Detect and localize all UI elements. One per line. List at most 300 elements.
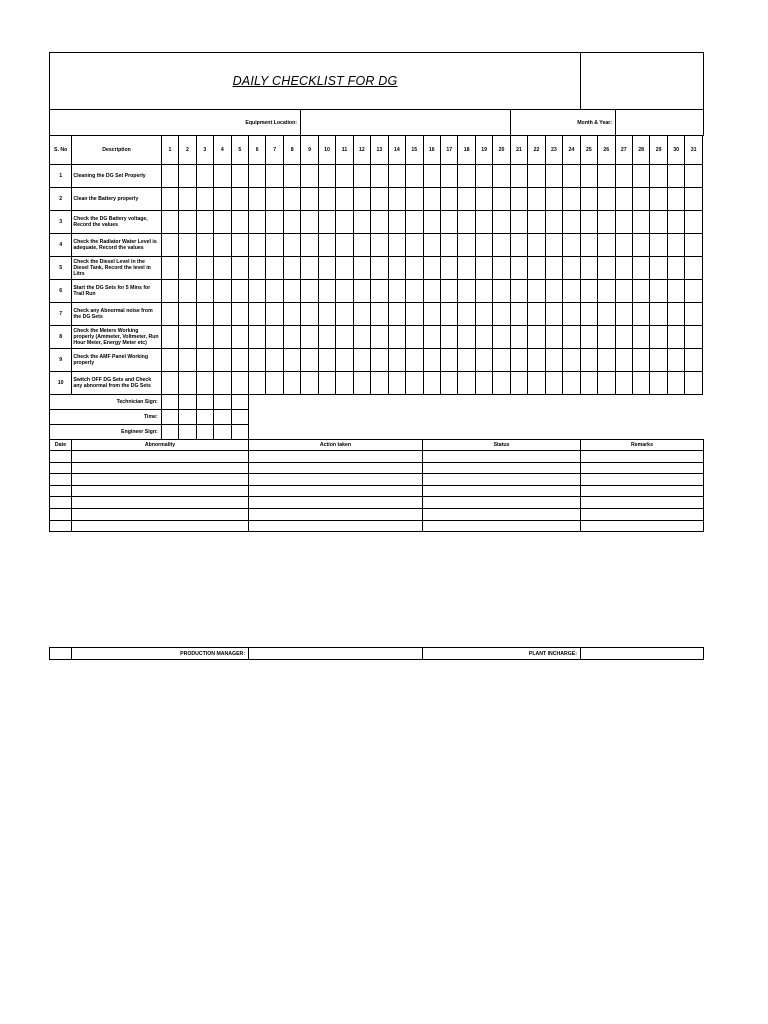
check-cell[interactable] <box>371 280 388 303</box>
check-cell[interactable] <box>301 372 318 395</box>
check-cell[interactable] <box>545 326 562 349</box>
check-cell[interactable] <box>685 211 703 234</box>
sign-cell[interactable] <box>179 395 196 410</box>
check-cell[interactable] <box>406 326 423 349</box>
check-cell[interactable] <box>528 234 545 257</box>
check-cell[interactable] <box>336 372 353 395</box>
check-cell[interactable] <box>580 280 597 303</box>
action-cell[interactable] <box>249 462 423 474</box>
check-cell[interactable] <box>650 257 667 280</box>
check-cell[interactable] <box>563 280 580 303</box>
remarks-cell[interactable] <box>581 451 704 463</box>
check-cell[interactable] <box>406 372 423 395</box>
check-cell[interactable] <box>353 349 370 372</box>
check-cell[interactable] <box>528 349 545 372</box>
check-cell[interactable] <box>510 165 527 188</box>
check-cell[interactable] <box>632 326 649 349</box>
check-cell[interactable] <box>440 372 457 395</box>
check-cell[interactable] <box>388 165 405 188</box>
check-cell[interactable] <box>615 211 632 234</box>
abnormality-cell[interactable] <box>72 485 249 497</box>
check-cell[interactable] <box>493 257 510 280</box>
check-cell[interactable] <box>283 234 300 257</box>
action-cell[interactable] <box>249 451 423 463</box>
check-cell[interactable] <box>580 372 597 395</box>
check-cell[interactable] <box>249 211 266 234</box>
check-cell[interactable] <box>301 211 318 234</box>
check-cell[interactable] <box>266 372 283 395</box>
check-cell[interactable] <box>440 211 457 234</box>
action-cell[interactable] <box>249 474 423 486</box>
check-cell[interactable] <box>283 326 300 349</box>
check-cell[interactable] <box>475 257 492 280</box>
check-cell[interactable] <box>440 326 457 349</box>
check-cell[interactable] <box>615 280 632 303</box>
sign-cell[interactable] <box>161 425 178 440</box>
check-cell[interactable] <box>423 372 440 395</box>
check-cell[interactable] <box>475 280 492 303</box>
check-cell[interactable] <box>371 349 388 372</box>
check-cell[interactable] <box>475 234 492 257</box>
check-cell[interactable] <box>318 188 335 211</box>
check-cell[interactable] <box>336 188 353 211</box>
check-cell[interactable] <box>179 211 196 234</box>
check-cell[interactable] <box>266 188 283 211</box>
check-cell[interactable] <box>301 326 318 349</box>
check-cell[interactable] <box>685 372 703 395</box>
check-cell[interactable] <box>510 303 527 326</box>
check-cell[interactable] <box>650 280 667 303</box>
check-cell[interactable] <box>214 234 231 257</box>
check-cell[interactable] <box>301 188 318 211</box>
check-cell[interactable] <box>493 165 510 188</box>
check-cell[interactable] <box>353 326 370 349</box>
check-cell[interactable] <box>283 372 300 395</box>
check-cell[interactable] <box>214 188 231 211</box>
check-cell[interactable] <box>353 280 370 303</box>
check-cell[interactable] <box>528 211 545 234</box>
check-cell[interactable] <box>423 188 440 211</box>
check-cell[interactable] <box>493 303 510 326</box>
check-cell[interactable] <box>214 280 231 303</box>
check-cell[interactable] <box>667 326 684 349</box>
check-cell[interactable] <box>318 257 335 280</box>
check-cell[interactable] <box>371 234 388 257</box>
check-cell[interactable] <box>458 326 475 349</box>
abnormality-cell[interactable] <box>72 520 249 532</box>
check-cell[interactable] <box>440 188 457 211</box>
check-cell[interactable] <box>458 165 475 188</box>
check-cell[interactable] <box>650 349 667 372</box>
sign-cell[interactable] <box>231 425 248 440</box>
check-cell[interactable] <box>632 188 649 211</box>
check-cell[interactable] <box>667 211 684 234</box>
check-cell[interactable] <box>598 234 615 257</box>
check-cell[interactable] <box>598 211 615 234</box>
check-cell[interactable] <box>650 211 667 234</box>
abnormality-cell[interactable] <box>72 474 249 486</box>
production-manager-field[interactable] <box>249 648 423 660</box>
check-cell[interactable] <box>685 257 703 280</box>
check-cell[interactable] <box>406 257 423 280</box>
check-cell[interactable] <box>615 188 632 211</box>
sign-cell[interactable] <box>196 425 213 440</box>
check-cell[interactable] <box>336 303 353 326</box>
check-cell[interactable] <box>161 188 178 211</box>
check-cell[interactable] <box>458 257 475 280</box>
check-cell[interactable] <box>440 257 457 280</box>
check-cell[interactable] <box>563 257 580 280</box>
check-cell[interactable] <box>685 280 703 303</box>
check-cell[interactable] <box>249 349 266 372</box>
check-cell[interactable] <box>650 234 667 257</box>
check-cell[interactable] <box>231 372 248 395</box>
check-cell[interactable] <box>580 188 597 211</box>
check-cell[interactable] <box>458 211 475 234</box>
check-cell[interactable] <box>318 303 335 326</box>
check-cell[interactable] <box>249 165 266 188</box>
status-cell[interactable] <box>423 462 581 474</box>
check-cell[interactable] <box>249 280 266 303</box>
check-cell[interactable] <box>493 234 510 257</box>
check-cell[interactable] <box>266 165 283 188</box>
check-cell[interactable] <box>179 349 196 372</box>
check-cell[interactable] <box>650 165 667 188</box>
check-cell[interactable] <box>545 234 562 257</box>
check-cell[interactable] <box>406 165 423 188</box>
sign-cell[interactable] <box>179 410 196 425</box>
check-cell[interactable] <box>336 257 353 280</box>
check-cell[interactable] <box>563 165 580 188</box>
check-cell[interactable] <box>231 211 248 234</box>
check-cell[interactable] <box>231 303 248 326</box>
check-cell[interactable] <box>196 326 213 349</box>
check-cell[interactable] <box>632 280 649 303</box>
check-cell[interactable] <box>528 257 545 280</box>
check-cell[interactable] <box>266 349 283 372</box>
check-cell[interactable] <box>283 303 300 326</box>
check-cell[interactable] <box>161 211 178 234</box>
check-cell[interactable] <box>598 372 615 395</box>
check-cell[interactable] <box>214 349 231 372</box>
check-cell[interactable] <box>667 303 684 326</box>
check-cell[interactable] <box>371 326 388 349</box>
check-cell[interactable] <box>615 165 632 188</box>
check-cell[interactable] <box>440 280 457 303</box>
check-cell[interactable] <box>615 234 632 257</box>
check-cell[interactable] <box>371 188 388 211</box>
check-cell[interactable] <box>685 188 703 211</box>
check-cell[interactable] <box>423 211 440 234</box>
abnormality-cell[interactable] <box>72 508 249 520</box>
check-cell[interactable] <box>598 165 615 188</box>
check-cell[interactable] <box>214 372 231 395</box>
check-cell[interactable] <box>510 234 527 257</box>
check-cell[interactable] <box>231 165 248 188</box>
check-cell[interactable] <box>301 280 318 303</box>
check-cell[interactable] <box>214 303 231 326</box>
check-cell[interactable] <box>440 234 457 257</box>
date-cell[interactable] <box>50 520 72 532</box>
check-cell[interactable] <box>667 234 684 257</box>
month-year-field[interactable] <box>616 110 704 136</box>
check-cell[interactable] <box>388 303 405 326</box>
check-cell[interactable] <box>406 280 423 303</box>
check-cell[interactable] <box>493 372 510 395</box>
check-cell[interactable] <box>406 188 423 211</box>
check-cell[interactable] <box>458 303 475 326</box>
check-cell[interactable] <box>423 165 440 188</box>
check-cell[interactable] <box>667 372 684 395</box>
check-cell[interactable] <box>458 234 475 257</box>
sign-cell[interactable] <box>214 425 231 440</box>
check-cell[interactable] <box>475 303 492 326</box>
check-cell[interactable] <box>179 280 196 303</box>
check-cell[interactable] <box>580 257 597 280</box>
check-cell[interactable] <box>179 234 196 257</box>
check-cell[interactable] <box>632 211 649 234</box>
check-cell[interactable] <box>528 188 545 211</box>
check-cell[interactable] <box>179 326 196 349</box>
check-cell[interactable] <box>161 257 178 280</box>
check-cell[interactable] <box>475 326 492 349</box>
check-cell[interactable] <box>632 234 649 257</box>
check-cell[interactable] <box>493 326 510 349</box>
check-cell[interactable] <box>563 326 580 349</box>
check-cell[interactable] <box>318 165 335 188</box>
abnormality-cell[interactable] <box>72 462 249 474</box>
check-cell[interactable] <box>318 234 335 257</box>
check-cell[interactable] <box>353 372 370 395</box>
check-cell[interactable] <box>510 326 527 349</box>
check-cell[interactable] <box>632 165 649 188</box>
check-cell[interactable] <box>615 303 632 326</box>
check-cell[interactable] <box>667 349 684 372</box>
check-cell[interactable] <box>545 257 562 280</box>
check-cell[interactable] <box>266 326 283 349</box>
sign-cell[interactable] <box>196 410 213 425</box>
check-cell[interactable] <box>196 257 213 280</box>
check-cell[interactable] <box>214 211 231 234</box>
check-cell[interactable] <box>318 372 335 395</box>
check-cell[interactable] <box>580 211 597 234</box>
check-cell[interactable] <box>475 188 492 211</box>
check-cell[interactable] <box>179 303 196 326</box>
sign-cell[interactable] <box>231 410 248 425</box>
check-cell[interactable] <box>440 165 457 188</box>
check-cell[interactable] <box>510 372 527 395</box>
check-cell[interactable] <box>214 326 231 349</box>
check-cell[interactable] <box>406 303 423 326</box>
check-cell[interactable] <box>231 326 248 349</box>
check-cell[interactable] <box>231 349 248 372</box>
status-cell[interactable] <box>423 497 581 509</box>
check-cell[interactable] <box>249 257 266 280</box>
check-cell[interactable] <box>423 280 440 303</box>
check-cell[interactable] <box>685 165 703 188</box>
date-cell[interactable] <box>50 485 72 497</box>
check-cell[interactable] <box>388 349 405 372</box>
check-cell[interactable] <box>580 165 597 188</box>
check-cell[interactable] <box>283 349 300 372</box>
check-cell[interactable] <box>475 349 492 372</box>
check-cell[interactable] <box>615 349 632 372</box>
check-cell[interactable] <box>580 326 597 349</box>
check-cell[interactable] <box>528 280 545 303</box>
check-cell[interactable] <box>563 188 580 211</box>
check-cell[interactable] <box>353 188 370 211</box>
check-cell[interactable] <box>440 303 457 326</box>
check-cell[interactable] <box>249 188 266 211</box>
check-cell[interactable] <box>388 234 405 257</box>
check-cell[interactable] <box>301 234 318 257</box>
check-cell[interactable] <box>301 257 318 280</box>
check-cell[interactable] <box>283 188 300 211</box>
sign-cell[interactable] <box>196 395 213 410</box>
check-cell[interactable] <box>336 349 353 372</box>
check-cell[interactable] <box>231 257 248 280</box>
check-cell[interactable] <box>336 234 353 257</box>
check-cell[interactable] <box>545 303 562 326</box>
date-cell[interactable] <box>50 508 72 520</box>
check-cell[interactable] <box>388 280 405 303</box>
check-cell[interactable] <box>161 349 178 372</box>
check-cell[interactable] <box>545 349 562 372</box>
check-cell[interactable] <box>301 165 318 188</box>
check-cell[interactable] <box>179 188 196 211</box>
check-cell[interactable] <box>528 165 545 188</box>
check-cell[interactable] <box>493 349 510 372</box>
check-cell[interactable] <box>336 326 353 349</box>
plant-incharge-field[interactable] <box>581 648 704 660</box>
check-cell[interactable] <box>231 234 248 257</box>
sign-cell[interactable] <box>214 395 231 410</box>
check-cell[interactable] <box>249 372 266 395</box>
check-cell[interactable] <box>563 211 580 234</box>
check-cell[interactable] <box>563 372 580 395</box>
check-cell[interactable] <box>161 165 178 188</box>
check-cell[interactable] <box>598 280 615 303</box>
check-cell[interactable] <box>598 188 615 211</box>
check-cell[interactable] <box>667 280 684 303</box>
check-cell[interactable] <box>161 280 178 303</box>
check-cell[interactable] <box>336 280 353 303</box>
check-cell[interactable] <box>388 326 405 349</box>
check-cell[interactable] <box>371 303 388 326</box>
action-cell[interactable] <box>249 508 423 520</box>
check-cell[interactable] <box>214 165 231 188</box>
check-cell[interactable] <box>475 211 492 234</box>
check-cell[interactable] <box>179 165 196 188</box>
action-cell[interactable] <box>249 520 423 532</box>
check-cell[interactable] <box>423 257 440 280</box>
check-cell[interactable] <box>231 280 248 303</box>
check-cell[interactable] <box>615 372 632 395</box>
check-cell[interactable] <box>249 234 266 257</box>
check-cell[interactable] <box>283 211 300 234</box>
check-cell[interactable] <box>301 349 318 372</box>
check-cell[interactable] <box>580 349 597 372</box>
date-cell[interactable] <box>50 451 72 463</box>
check-cell[interactable] <box>423 326 440 349</box>
check-cell[interactable] <box>406 349 423 372</box>
check-cell[interactable] <box>598 326 615 349</box>
check-cell[interactable] <box>545 188 562 211</box>
remarks-cell[interactable] <box>581 474 704 486</box>
action-cell[interactable] <box>249 497 423 509</box>
sign-cell[interactable] <box>214 410 231 425</box>
check-cell[interactable] <box>528 326 545 349</box>
check-cell[interactable] <box>545 280 562 303</box>
abnormality-cell[interactable] <box>72 451 249 463</box>
check-cell[interactable] <box>214 257 231 280</box>
check-cell[interactable] <box>598 303 615 326</box>
sign-cell[interactable] <box>231 395 248 410</box>
check-cell[interactable] <box>510 280 527 303</box>
abnormality-cell[interactable] <box>72 497 249 509</box>
check-cell[interactable] <box>336 211 353 234</box>
check-cell[interactable] <box>371 257 388 280</box>
check-cell[interactable] <box>667 257 684 280</box>
check-cell[interactable] <box>336 165 353 188</box>
check-cell[interactable] <box>266 280 283 303</box>
check-cell[interactable] <box>318 326 335 349</box>
check-cell[interactable] <box>318 280 335 303</box>
status-cell[interactable] <box>423 485 581 497</box>
check-cell[interactable] <box>231 188 248 211</box>
check-cell[interactable] <box>388 188 405 211</box>
check-cell[interactable] <box>563 234 580 257</box>
check-cell[interactable] <box>371 372 388 395</box>
check-cell[interactable] <box>632 372 649 395</box>
remarks-cell[interactable] <box>581 462 704 474</box>
check-cell[interactable] <box>685 326 703 349</box>
check-cell[interactable] <box>249 326 266 349</box>
check-cell[interactable] <box>388 257 405 280</box>
check-cell[interactable] <box>196 303 213 326</box>
date-cell[interactable] <box>50 474 72 486</box>
check-cell[interactable] <box>161 372 178 395</box>
check-cell[interactable] <box>353 234 370 257</box>
check-cell[interactable] <box>580 234 597 257</box>
check-cell[interactable] <box>423 349 440 372</box>
check-cell[interactable] <box>423 303 440 326</box>
status-cell[interactable] <box>423 520 581 532</box>
check-cell[interactable] <box>667 165 684 188</box>
remarks-cell[interactable] <box>581 508 704 520</box>
check-cell[interactable] <box>598 257 615 280</box>
check-cell[interactable] <box>650 188 667 211</box>
check-cell[interactable] <box>563 349 580 372</box>
check-cell[interactable] <box>510 257 527 280</box>
check-cell[interactable] <box>353 211 370 234</box>
check-cell[interactable] <box>161 326 178 349</box>
check-cell[interactable] <box>510 188 527 211</box>
check-cell[interactable] <box>196 188 213 211</box>
check-cell[interactable] <box>196 280 213 303</box>
check-cell[interactable] <box>353 165 370 188</box>
check-cell[interactable] <box>196 211 213 234</box>
check-cell[interactable] <box>353 303 370 326</box>
date-cell[interactable] <box>50 497 72 509</box>
check-cell[interactable] <box>266 257 283 280</box>
check-cell[interactable] <box>528 372 545 395</box>
status-cell[interactable] <box>423 451 581 463</box>
check-cell[interactable] <box>632 303 649 326</box>
check-cell[interactable] <box>632 349 649 372</box>
check-cell[interactable] <box>458 188 475 211</box>
remarks-cell[interactable] <box>581 485 704 497</box>
